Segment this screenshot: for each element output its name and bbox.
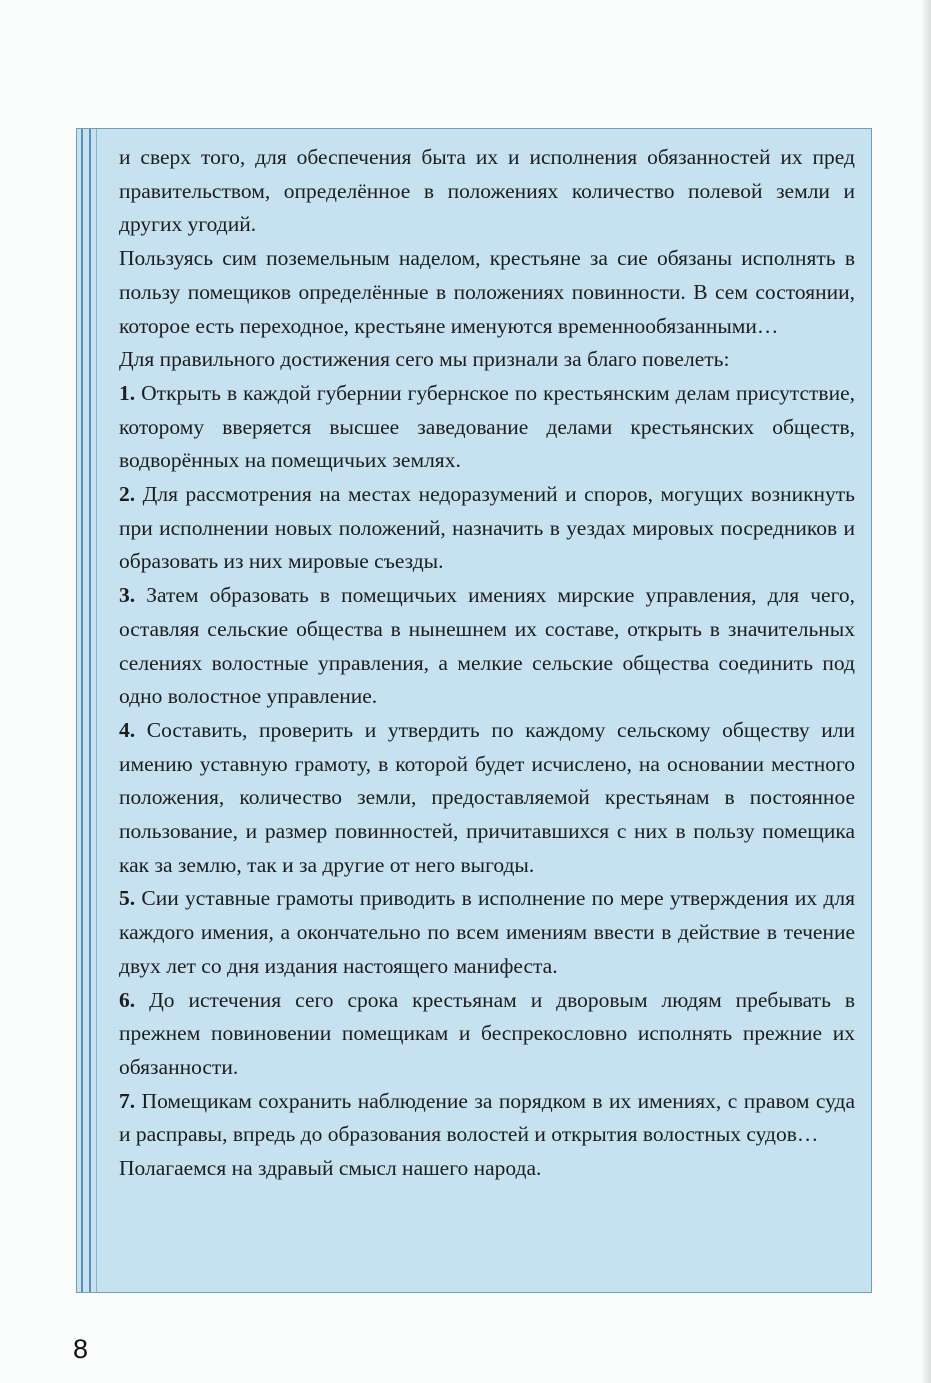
paragraph-text: Для рассмотрения на местах недоразумений и споров, могущих возникнуть при исполнении новых положений, назначить в уездах мировых посредников и образовать из них мировые съезды. [119, 482, 855, 574]
paragraph-number: 5. [119, 886, 136, 911]
notebook-binding-rings [77, 129, 97, 1292]
paragraph-decree-intro [119, 343, 855, 377]
paragraph-number: 4. [119, 717, 136, 742]
paragraph-intro-continued [119, 141, 855, 242]
paragraph-number: 6. [119, 987, 136, 1012]
page-edge-shadow [921, 0, 931, 1383]
document-text [119, 141, 855, 1186]
paragraph-land-use [119, 242, 855, 343]
paragraph-number: 1. [119, 380, 136, 405]
paragraph-item-4 [119, 714, 855, 883]
paragraph-text: До истечения сего срока крестьянам и дворовым людям пребывать в прежнем повиновении помещикам и беспрекословно исполнять прежние их обязанности. [119, 987, 855, 1079]
document-excerpt-box [76, 128, 872, 1293]
paragraph-text: Составить, проверить и утвердить по каждому сельскому обществу или имению уставную грамоту, в которой будет исчислено, на основании местного положения, количество земли, предоставляемой крестьянам в постоянное пользование, и размер повинностей, причитавшихся с них в пользу помещика как за землю, так и за другие от него выгоды. [119, 717, 855, 877]
paragraph-item-3 [119, 579, 855, 714]
paragraph-text: Для правильного достижения сего мы признали за благо повелеть: [119, 347, 730, 372]
paragraph-text: Помещикам сохранить наблюдение за порядком в их имениях, с правом суда и расправы, впредь до образования волостей и открытия волостных судов… [119, 1088, 855, 1147]
paragraph-text: и сверх того, для обеспечения быта их и исполнения обязанностей их пред правительством, определённое в положениях количество полевой земли и других угодий. [119, 145, 855, 237]
paragraph-item-2 [119, 478, 855, 579]
paragraph-text: Полагаемся на здравый смысл нашего народа. [119, 1156, 542, 1181]
paragraph-item-7 [119, 1085, 855, 1152]
paragraph-item-6 [119, 984, 855, 1085]
paragraph-item-5 [119, 882, 855, 983]
paragraph-text: Затем образовать в помещичьих имениях мирские управления, для чего, оставляя сельские общества в нынешнем их составе, открыть в значительных селениях волостные управления, а мелкие сельские общества соединить под одно волостное управление. [119, 583, 855, 709]
paragraph-text: Сии уставные грамоты приводить в исполнение по мере утверждения их для каждого имения, а окончательно по всем имениям ввести в действие в течение двух лет со дня издания настоящего манифеста. [119, 886, 855, 978]
paragraph-number: 7. [119, 1088, 136, 1113]
paragraph-text: Пользуясь сим поземельным наделом, крестьяне за сие обязаны исполнять в пользу помещиков определённые в положениях повинности. В сем состоянии, которое есть переходное, крестьяне именуются временнообязанными… [119, 246, 855, 338]
paragraph-item-1 [119, 377, 855, 478]
paragraph-number: 2. [119, 482, 136, 507]
page-number: 8 [73, 1334, 89, 1364]
paragraph-text: Открыть в каждой губернии губернское по крестьянским делам присутствие, которому вверяется высшее заведование делами крестьянских обществ, водворённых на помещичьих землях. [119, 380, 855, 473]
paragraph-closing [119, 1152, 855, 1186]
paragraph-number: 3. [119, 583, 136, 608]
